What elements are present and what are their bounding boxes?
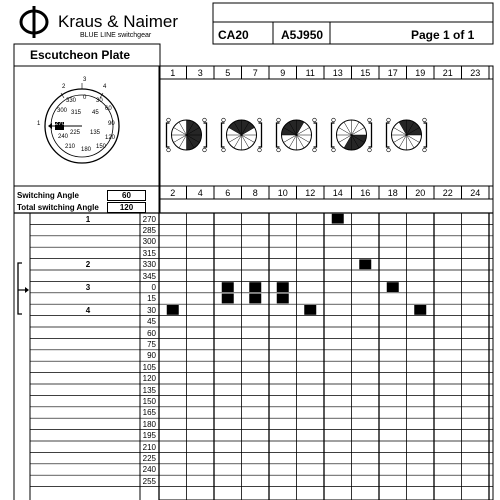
terminal-number-top: 7: [252, 68, 258, 78]
row-angle: 330: [142, 260, 156, 270]
row-angle: 0: [151, 282, 156, 292]
contact-mark: [277, 294, 289, 304]
dial-number-3: 3: [83, 77, 87, 83]
dial-angle: 180: [81, 147, 92, 153]
contact-mark: [359, 259, 371, 269]
terminal-number-top: 9: [280, 68, 286, 78]
dial-angle: 300: [57, 108, 68, 114]
row-angle: 195: [142, 431, 156, 441]
plate-title-box: [14, 44, 160, 66]
dial-angle: 135: [90, 130, 101, 136]
wafer-symbol: [387, 118, 427, 152]
brand-name: Kraus & Naimer: [58, 12, 178, 31]
row-position: 1: [85, 214, 91, 224]
header-info-box: [213, 22, 493, 44]
article-code: A5J950: [281, 28, 324, 42]
dial-angle: 225: [70, 130, 81, 136]
terminal-number-bottom: 24: [470, 188, 481, 198]
terminal-number-top: 17: [387, 68, 398, 78]
row-angle: 30: [147, 305, 156, 315]
dial-angle: 315: [71, 110, 82, 116]
row-angle: 240: [142, 465, 156, 475]
row-angle: 60: [147, 328, 156, 338]
dial-number-1: 1: [37, 121, 41, 127]
terminal-number-top: 23: [470, 68, 481, 78]
terminal-number-bottom: 6: [225, 188, 231, 198]
dial-number-4: 4: [103, 84, 107, 90]
row-angle: 345: [142, 271, 156, 281]
plate-dial-box: [14, 66, 160, 186]
terminal-number-bottom: 22: [442, 188, 453, 198]
row-position: 2: [85, 260, 91, 270]
total-switching-angle-value: 120: [119, 203, 134, 212]
row-angle: 315: [142, 248, 156, 258]
diagram-frame: [159, 66, 493, 500]
terminal-number-top: 15: [360, 68, 371, 78]
wafer-symbol: [167, 118, 207, 152]
row-angle: 120: [142, 374, 156, 384]
terminal-number-bottom: 10: [277, 188, 288, 198]
contact-mark: [277, 282, 289, 292]
total-switching-angle-label: Total switching Angle: [17, 203, 99, 212]
row-angle: 135: [142, 385, 156, 395]
dial-angle: 45: [92, 110, 99, 116]
switching-angle-box-outline: [14, 186, 160, 213]
contact-mark: [332, 214, 344, 224]
terminal-number-top: 21: [442, 68, 453, 78]
dial-angle: 240: [58, 134, 69, 140]
terminal-number-bottom: 8: [252, 188, 258, 198]
brand-tagline: BLUE LINE switchgear: [80, 32, 152, 39]
plate-title: Escutcheon Plate: [30, 48, 131, 62]
dial-number-2: 2: [62, 84, 66, 90]
dial-angle: 30: [96, 98, 103, 104]
contact-mark: [222, 282, 234, 292]
row-angle: 300: [142, 237, 156, 247]
dial-angle: 330: [66, 98, 77, 104]
row-angle: 150: [142, 396, 156, 406]
row-angle: 15: [147, 294, 156, 304]
row-angle: 255: [142, 476, 156, 486]
dial-angle: 210: [65, 144, 76, 150]
dial-angle: 90: [108, 121, 115, 127]
model-number: CA20: [218, 28, 249, 42]
contact-mark: [222, 294, 234, 304]
dial-angle: 150: [96, 144, 107, 150]
row-angle: 285: [142, 225, 156, 235]
page-indicator: Page 1 of 1: [411, 28, 475, 42]
row-angle: 45: [147, 317, 156, 327]
terminal-number-top: 19: [415, 68, 426, 78]
contact-mark: [304, 305, 316, 315]
terminal-number-bottom: 4: [197, 188, 203, 198]
row-position: 3: [85, 282, 91, 292]
dial-angle: 60: [105, 106, 112, 112]
contact-mark: [249, 282, 261, 292]
terminal-number-top: 11: [305, 68, 315, 78]
row-angle: 90: [147, 351, 156, 361]
terminal-number-top: 3: [197, 68, 203, 78]
terminal-number-bottom: 16: [360, 188, 371, 198]
contact-mark: [414, 305, 426, 315]
switching-angle-label: Switching Angle: [17, 191, 79, 200]
wafer-symbol: [222, 118, 262, 152]
terminal-number-top: 1: [170, 68, 176, 78]
dial-angle: 120: [105, 135, 116, 141]
contact-mark: [167, 305, 179, 315]
row-angle: 75: [147, 339, 156, 349]
wafer-symbol: [332, 118, 372, 152]
switching-angle-value: 60: [122, 191, 131, 200]
terminal-number-bottom: 18: [387, 188, 398, 198]
dial-angle-270: 270: [55, 121, 66, 127]
row-angle: 210: [142, 442, 156, 452]
terminal-number-top: 13: [332, 68, 343, 78]
wafer-symbol: [277, 118, 317, 152]
terminal-number-bottom: 2: [170, 188, 176, 198]
row-angle: 165: [142, 408, 156, 418]
row-angle: 105: [142, 362, 156, 372]
contact-mark: [387, 282, 399, 292]
terminal-number-top: 5: [225, 68, 231, 78]
row-angle: 270: [142, 214, 156, 224]
contact-mark: [249, 294, 261, 304]
row-angle: 180: [142, 419, 156, 429]
terminal-number-bottom: 14: [332, 188, 343, 198]
row-position: 4: [85, 305, 91, 315]
header-top-box: [213, 3, 493, 22]
row-angle: 225: [142, 453, 156, 463]
terminal-number-bottom: 12: [305, 188, 316, 198]
terminal-number-bottom: 20: [415, 188, 426, 198]
dial-angle: 0: [83, 95, 87, 101]
